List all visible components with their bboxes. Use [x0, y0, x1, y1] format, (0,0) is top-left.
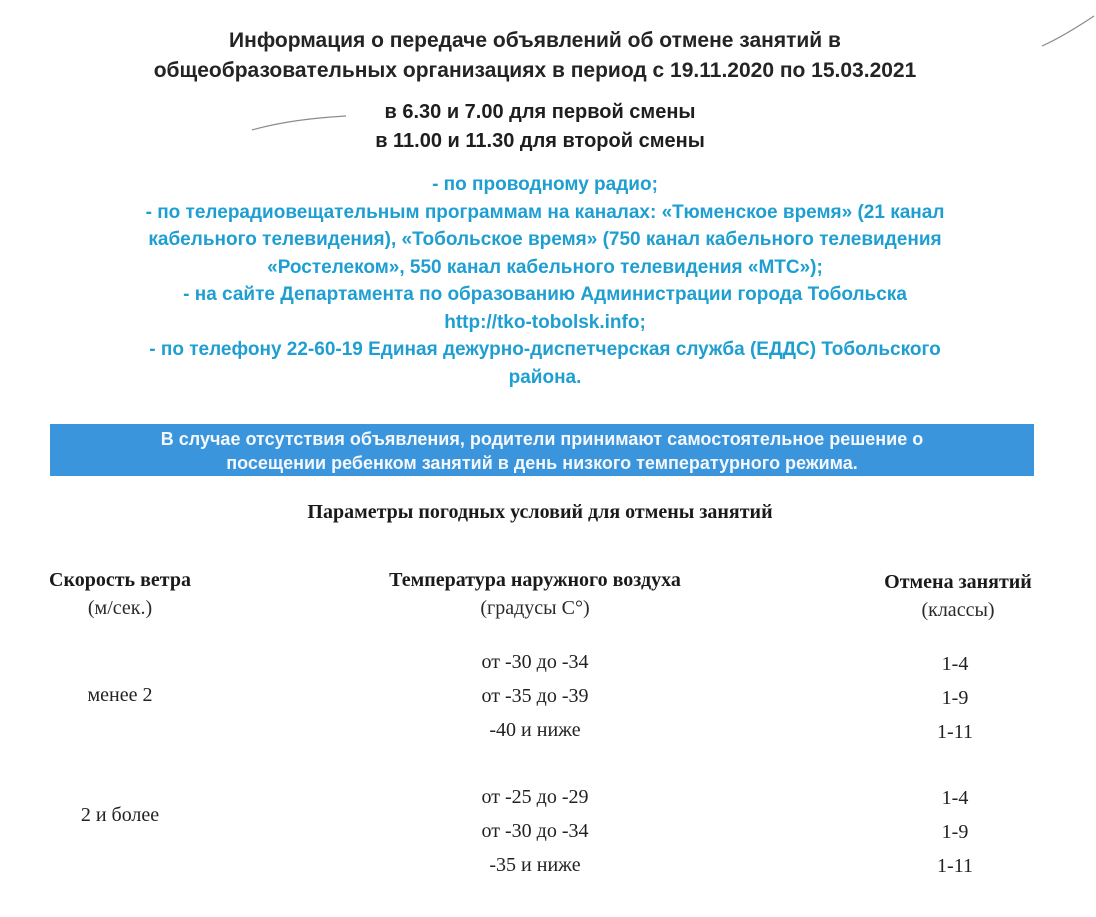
- column-header-name: Скорость ветра: [49, 569, 191, 591]
- pen-stroke-top-right: [1040, 10, 1096, 50]
- title-line-1: Информация о передаче объявлений об отмене занятий в: [229, 29, 841, 52]
- column-header-name: Отмена занятий: [884, 571, 1032, 593]
- temperature-cell: [380, 645, 690, 747]
- notice-line-2: посещении ребенком занятий в день низкого температурного режима.: [226, 453, 858, 473]
- broadcast-channels: [40, 171, 1050, 391]
- wind-speed-cell: 2 и более: [80, 804, 160, 826]
- table-row: от -25 до -29: [481, 786, 589, 808]
- column-header-unit: (м/сек.): [87, 597, 153, 619]
- document-title: [60, 26, 1010, 86]
- column-header-cancellation: [848, 568, 1068, 624]
- temperature-cell: [380, 780, 690, 882]
- channel-link: http://tko-tobolsk.info;: [444, 311, 646, 333]
- table-row: от -30 до -34: [481, 820, 589, 842]
- channel-line: «Ростелеком», 550 канал кабельного телевидения «МТС»);: [267, 256, 823, 278]
- table-row: -40 и ниже: [489, 719, 581, 741]
- column-header-wind: [20, 566, 220, 622]
- notice-line-1: В случае отсутствия объявления, родители принимают самостоятельное решение о: [160, 429, 924, 449]
- table-row: 1-4: [941, 787, 969, 809]
- table-row: 1-11: [937, 721, 973, 743]
- title-line-2: общеобразовательных организациях в период с 19.11.2020 по 15.03.2021: [153, 59, 917, 82]
- schedule-line-2: в 11.00 и 11.30 для второй смены: [375, 130, 705, 152]
- channel-line: района.: [508, 366, 582, 388]
- channel-line: - на сайте Департамента по образованию Администрации города Тобольска: [183, 284, 907, 305]
- table-row: 1-11: [937, 855, 973, 877]
- classes-cell: [880, 781, 1030, 883]
- column-header-unit: (градусы С°): [480, 597, 590, 619]
- column-header-unit: (классы): [921, 599, 995, 621]
- table-title: Параметры погодных условий для отмены занятий: [307, 501, 773, 523]
- schedule-line-1: в 6.30 и 7.00 для первой смены: [384, 101, 696, 123]
- table-row: 1-4: [941, 653, 969, 675]
- table-row: 1-9: [941, 821, 969, 843]
- table-row: 1-9: [941, 687, 969, 709]
- classes-cell: [880, 647, 1030, 749]
- column-header-name: Температура наружного воздуха: [389, 569, 681, 591]
- table-row: -35 и ниже: [489, 854, 581, 876]
- schedule-times: [230, 98, 850, 156]
- channel-line: - по телефону 22-60-19 Единая дежурно-диспетчерская служба (ЕДДС) Тобольского: [149, 339, 941, 360]
- table-row: от -35 до -39: [481, 685, 589, 707]
- table-row: от -30 до -34: [481, 651, 589, 673]
- wind-speed-cell: менее 2: [87, 684, 153, 706]
- notice-banner: [50, 424, 1034, 476]
- channel-line: - по проводному радио;: [432, 174, 658, 195]
- channel-line: кабельного телевидения), «Тобольское время» (750 канал кабельного телевидения: [148, 229, 942, 250]
- column-header-temperature: [330, 566, 740, 622]
- channel-line: - по телерадиовещательным программам на каналах: «Тюменское время» (21 канал: [145, 201, 945, 223]
